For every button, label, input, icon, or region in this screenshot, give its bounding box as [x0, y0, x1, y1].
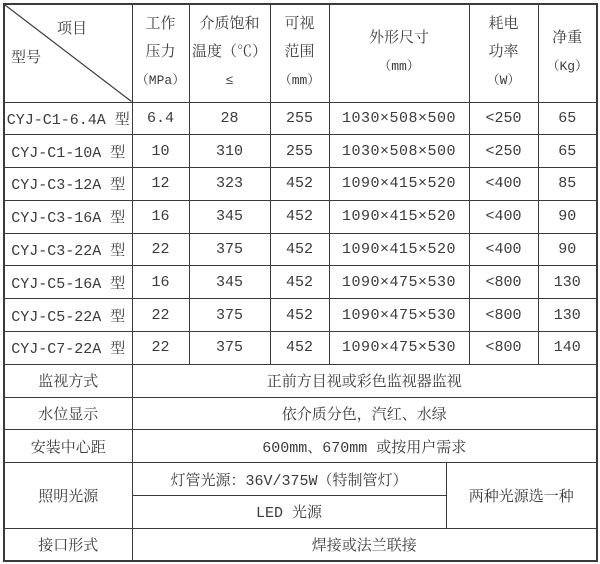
range-cell: 452 — [270, 168, 329, 201]
header-unit: （Kg） — [546, 59, 589, 75]
temp-cell: 323 — [189, 168, 270, 201]
interface-label: 接口形式 — [4, 528, 132, 561]
header-temp — [189, 4, 270, 102]
spec-label: 水位显示 — [4, 397, 132, 430]
interface-value: 焊接或法兰联接 — [132, 528, 597, 561]
temp-cell: 345 — [189, 200, 270, 233]
spec-row — [4, 364, 597, 397]
range-cell: 452 — [270, 233, 329, 266]
lighting-option-2: LED 光源 — [132, 496, 446, 529]
lighting-label: 照明光源 — [4, 463, 132, 529]
header-line: 外形尺寸 — [369, 30, 430, 48]
header-unit: （mm） — [378, 59, 420, 75]
model-cell: CYJ-C3-12A 型 — [4, 168, 132, 201]
weight-cell: 130 — [538, 299, 597, 332]
range-cell: 255 — [270, 135, 329, 168]
power-cell: <400 — [469, 168, 538, 201]
spec-value: 正前方目视或彩色监视器监视 — [132, 364, 597, 397]
power-cell: <250 — [469, 135, 538, 168]
header-weight — [538, 4, 597, 102]
table-row — [4, 233, 597, 266]
header-line: 范围 — [284, 44, 315, 62]
table-row — [4, 299, 597, 332]
table-row — [4, 135, 597, 168]
pressure-cell: 12 — [132, 168, 189, 201]
temp-cell: 28 — [189, 102, 270, 135]
header-line: 耗电 — [488, 16, 519, 34]
spec-value: 依介质分色，汽红、水绿 — [132, 397, 597, 430]
model-cell: CYJ-C3-22A 型 — [4, 233, 132, 266]
lighting-option-1: 灯管光源：36V/375W（特制管灯） — [132, 463, 446, 496]
range-cell: 452 — [270, 299, 329, 332]
spec-table — [3, 3, 598, 562]
spec-label: 监视方式 — [4, 364, 132, 397]
lighting-row — [4, 463, 597, 496]
header-line: 压力 — [145, 44, 176, 62]
corner-label-item: 项目 — [57, 21, 88, 38]
dims-cell: 1090×415×520 — [329, 233, 469, 266]
range-cell: 452 — [270, 266, 329, 299]
temp-cell: 375 — [189, 233, 270, 266]
weight-cell: 65 — [538, 102, 597, 135]
weight-cell: 140 — [538, 332, 597, 365]
spec-value: 600mm、670mm 或按用户需求 — [132, 430, 597, 463]
model-cell: CYJ-C1-6.4A 型 — [4, 102, 132, 135]
model-cell: CYJ-C7-22A 型 — [4, 332, 132, 365]
power-cell: <800 — [469, 266, 538, 299]
corner-cell — [4, 4, 132, 102]
weight-cell: 65 — [538, 135, 597, 168]
lighting-note: 两种光源选一种 — [446, 463, 597, 529]
range-cell: 452 — [270, 332, 329, 365]
pressure-cell: 22 — [132, 233, 189, 266]
header-range — [270, 4, 329, 102]
temp-cell: 345 — [189, 266, 270, 299]
temp-cell: 375 — [189, 299, 270, 332]
weight-cell: 90 — [538, 233, 597, 266]
power-cell: <400 — [469, 200, 538, 233]
header-dims — [329, 4, 469, 102]
table-row — [4, 168, 597, 201]
dims-cell: 1090×415×520 — [329, 200, 469, 233]
corner-label-model: 型号 — [11, 50, 42, 67]
header-line: 功率 — [488, 44, 519, 62]
header-line: 可视 — [284, 16, 315, 34]
pressure-cell: 22 — [132, 332, 189, 365]
interface-row — [4, 528, 597, 561]
spec-row — [4, 430, 597, 463]
weight-cell: 90 — [538, 200, 597, 233]
temp-cell: 310 — [189, 135, 270, 168]
dims-cell: 1090×475×530 — [329, 299, 469, 332]
table-row — [4, 332, 597, 365]
dims-cell: 1090×475×530 — [329, 332, 469, 365]
pressure-cell: 6.4 — [132, 102, 189, 135]
dims-cell: 1090×415×520 — [329, 168, 469, 201]
pressure-cell: 22 — [132, 299, 189, 332]
header-line: 工作 — [145, 16, 176, 34]
spec-label: 安装中心距 — [4, 430, 132, 463]
header-pressure — [132, 4, 189, 102]
table-row — [4, 266, 597, 299]
header-unit: ≤ — [225, 73, 234, 89]
header-power — [469, 4, 538, 102]
header-unit: （W） — [486, 73, 521, 89]
range-cell: 452 — [270, 200, 329, 233]
weight-cell: 85 — [538, 168, 597, 201]
dims-cell: 1090×475×530 — [329, 266, 469, 299]
header-unit: （mm） — [278, 73, 321, 89]
header-line: 净重 — [552, 30, 583, 48]
table-row — [4, 102, 597, 135]
temp-cell: 375 — [189, 332, 270, 365]
pressure-cell: 16 — [132, 200, 189, 233]
header-line: 介质饱和 — [199, 16, 260, 34]
weight-cell: 130 — [538, 266, 597, 299]
power-cell: <250 — [469, 102, 538, 135]
power-cell: <800 — [469, 299, 538, 332]
pressure-cell: 16 — [132, 266, 189, 299]
header-row — [4, 4, 597, 102]
header-unit: （MPa） — [135, 73, 186, 89]
power-cell: <800 — [469, 332, 538, 365]
spec-row — [4, 397, 597, 430]
power-cell: <400 — [469, 233, 538, 266]
model-cell: CYJ-C5-22A 型 — [4, 299, 132, 332]
dims-cell: 1030×508×500 — [329, 102, 469, 135]
header-line: 温度（℃） — [191, 44, 267, 62]
model-cell: CYJ-C3-16A 型 — [4, 200, 132, 233]
dims-cell: 1030×508×500 — [329, 135, 469, 168]
table-row — [4, 200, 597, 233]
model-cell: CYJ-C5-16A 型 — [4, 266, 132, 299]
range-cell: 255 — [270, 102, 329, 135]
pressure-cell: 10 — [132, 135, 189, 168]
model-cell: CYJ-C1-10A 型 — [4, 135, 132, 168]
